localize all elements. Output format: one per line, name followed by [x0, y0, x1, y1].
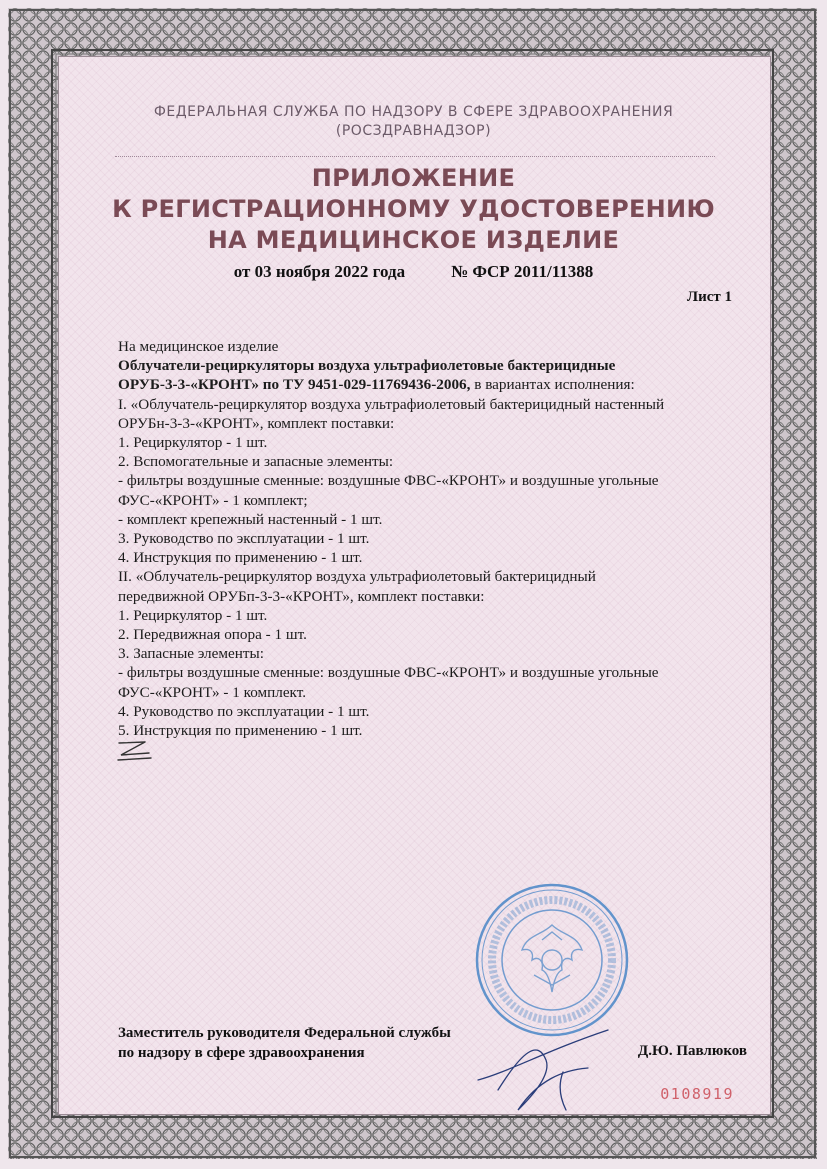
sheet-number: Лист 1	[686, 289, 732, 305]
body-line: 3. Запасные элементы:	[118, 645, 264, 663]
document-body	[118, 337, 738, 740]
serial-number: 0108919	[660, 1085, 734, 1103]
signer-name: Д.Ю. Павлюков	[637, 1043, 747, 1059]
body-line: - фильтры воздушные сменные: воздушные ФВС-«КРОНТ» и воздушные угольные	[118, 472, 659, 490]
body-line: 1. Рециркулятор - 1 шт.	[118, 434, 268, 452]
signer-position-line-1: Заместитель руководителя Федеральной службы	[118, 1025, 451, 1041]
title-line-1: ПРИЛОЖЕНИЕ	[311, 164, 516, 192]
document-title	[60, 163, 767, 256]
body-line: 3. Руководство по эксплуатации - 1 шт.	[118, 530, 370, 548]
body-line: 2. Передвижная опора - 1 шт.	[118, 626, 307, 644]
body-line: передвижной ОРУБп-3-3-«КРОНТ», комплект поставки:	[118, 587, 485, 605]
product-variants-tail: в вариантах исполнения:	[470, 376, 635, 394]
agency-name: ФЕДЕРАЛЬНАЯ СЛУЖБА ПО НАДЗОРУ В СФЕРЕ ЗДРАВООХРАНЕНИЯ	[153, 104, 674, 120]
body-line: - фильтры воздушные сменные: воздушные ФВС-«КРОНТ» и воздушные угольные	[118, 664, 659, 682]
title-line-2: К РЕГИСТРАЦИОННОМУ УДОСТОВЕРЕНИЮ	[112, 195, 715, 223]
agency-abbreviation: (РОСЗДРАВНАДЗОР)	[335, 123, 492, 139]
body-line: ФУС-«КРОНТ» - 1 комплект;	[118, 491, 308, 509]
body-line: ФУС-«КРОНТ» - 1 комплект.	[118, 683, 307, 701]
product-name-line-2	[118, 375, 738, 394]
header-divider	[115, 156, 715, 157]
signer-position-line-2: по надзору в сфере здравоохранения	[118, 1045, 365, 1061]
body-line: II. «Облучатель-рециркулятор воздуха ультрафиолетовый бактерицидный	[118, 568, 596, 586]
body-line: 5. Инструкция по применению - 1 шт.	[118, 722, 363, 740]
signer-position	[118, 1023, 451, 1063]
product-name-line-1: Облучатели-рециркуляторы воздуха ультрафиолетовые бактерицидные	[118, 357, 616, 375]
registration-line	[60, 262, 767, 282]
product-spec: ОРУБ-3-3-«КРОНТ» по ТУ 9451-029-11769436-2006,	[118, 376, 471, 394]
title-line-3: НА МЕДИЦИНСКОЕ ИЗДЕЛИЕ	[207, 226, 620, 254]
agency-header	[60, 103, 767, 141]
body-line: 4. Инструкция по применению - 1 шт.	[118, 549, 363, 567]
body-line: 2. Вспомогательные и запасные элементы:	[118, 453, 394, 471]
end-of-text-mark	[115, 738, 155, 764]
registration-number: № ФСР 2011/11388	[451, 262, 594, 281]
body-line: - комплект крепежный настенный - 1 шт.	[118, 510, 383, 528]
intro-line: На медицинское изделие	[118, 338, 279, 355]
registration-date: от 03 ноября 2022 года	[233, 262, 406, 281]
signature	[468, 1010, 628, 1120]
body-line: I. «Облучатель-рециркулятор воздуха ультрафиолетовый бактерицидный настенный	[118, 395, 665, 413]
body-line: 4. Руководство по эксплуатации - 1 шт.	[118, 702, 370, 720]
body-line: ОРУБн-3-3-«КРОНТ», комплект поставки:	[118, 414, 395, 432]
body-line: 1. Рециркулятор - 1 шт.	[118, 606, 268, 624]
